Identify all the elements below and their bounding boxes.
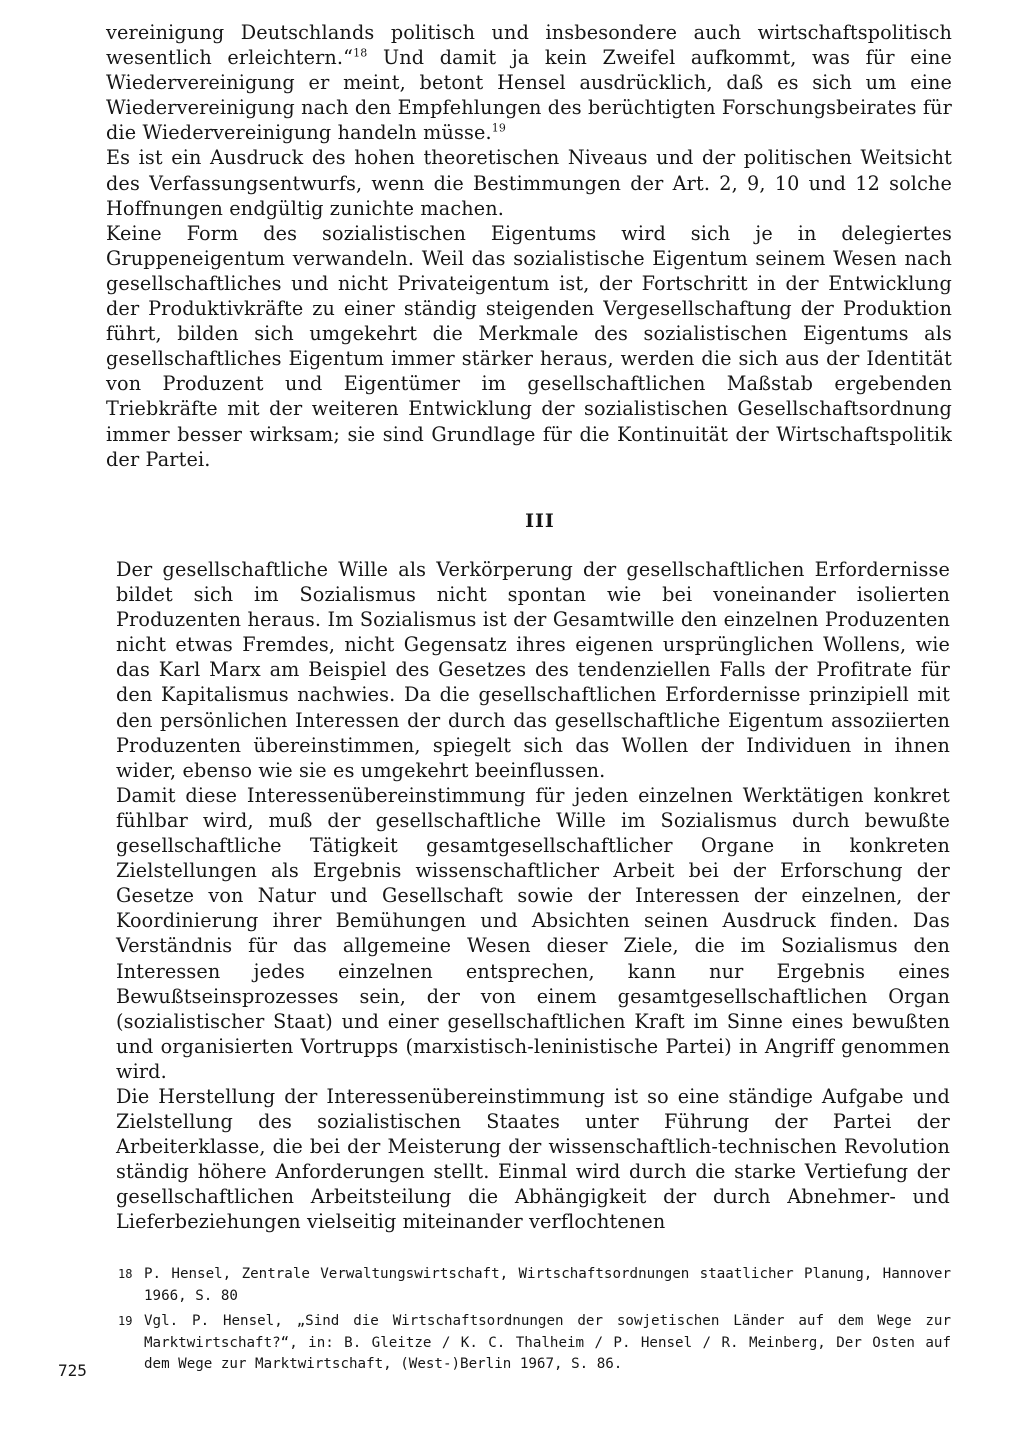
paragraph xyxy=(106,20,952,145)
footnotes xyxy=(118,1264,951,1380)
footnote xyxy=(118,1311,951,1376)
paragraph-text: vereinigung Deutschlands politisch und insbesondere auch wirtschaftspolitisch wesentlich erleichtern.“ xyxy=(106,21,952,70)
paragraph: Damit diese Interessenübereinstimmung für jeden einzelnen Werktätigen konkret fühlbar wird, muß der gesellschaftliche Wille im Sozialismus durch bewußte gesellschaftliche Tätigkeit gesamtgesellschaftlicher Organe in konkreten Zielstellungen als Ergebnis wissenschaftlicher Arbeit bei der Erforschung der Gesetze von Natur und Gesellschaft sowie der Interessen der einzelnen, der Koordinierung ihrer Bemühungen und Absichten seinen Ausdruck finden. Das Verständnis für das allgemeine Wesen dieser Ziele, die im Sozialismus den Interessen jedes einzelnen entsprechen, kann nur Ergebnis eines Bewußtseinsprozesses sein, der von einem gesamtgesellschaftlichen Organ (sozialistischer Staat) und einer gesellschaftlichen Kraft im Sinne eines bewußten und organisierten Vortrupps (marxistisch-leninistische Partei) in Angriff genommen wird. xyxy=(116,783,950,1083)
paragraph: Der gesellschaftliche Wille als Verkörperung der gesellschaftlichen Erfordernisse bildet sich im Sozialismus nicht spontan wie bei voneinander isolierten Produzenten heraus. Im Sozialismus ist der Gesamtwille den einzelnen Produzenten nicht etwas Fremdes, nicht Gegensatz ihres eigenen ursprünglichen Wollens, wie das Karl Marx am Beispiel des Gesetzes des tendenziellen Falls der Profitrate für den Kapitalismus nachwies. Da die gesellschaftlichen Erfordernisse prinzipiell mit den persönlichen Interessen der durch das gesellschaftliche Eigentum assoziierten Produzenten übereinstimmen, spiegelt sich das Wollen der Individuen in ihnen wider, ebenso wie sie es umgekehrt beeinflussen. xyxy=(116,558,950,782)
footnote-reference: 19 xyxy=(491,121,507,135)
body-text-block-bottom xyxy=(116,557,950,1235)
footnote-text: P. Hensel, Zentrale Verwaltungswirtschaft, Wirtschaftsordnungen staatlicher Planung, Hannover 1966, S. 80 xyxy=(144,1266,951,1304)
paragraph: Es ist ein Ausdruck des hohen theoretischen Niveaus und der politischen Weitsicht des Verfassungsentwurfs, wenn die Bestimmungen der Art. 2, 9, 10 und 12 solche Hoffnungen endgültig zunichte machen. xyxy=(106,146,952,220)
paragraph: Keine Form des sozialistischen Eigentums wird sich je in delegiertes Gruppeneigentum verwandeln. Weil das sozialistische Eigentum seinem Wesen nach gesellschaftliches und nicht Privateigentum ist, der Fortschritt in der Entwicklung der Produktivkräfte zu einer ständig steigenden Vergesellschaftung der Produktion führt, bilden sich umgekehrt die Merkmale des sozialistischen Eigentums als gesellschaftliches Eigentum immer stärker heraus, werden die sich aus der Identität von Produzent und Eigentümer im gesellschaftlichen Maßstab ergebenden Triebkräfte mit der weiteren Entwicklung der sozialistischen Gesellschaftsordnung immer besser wirksam; sie sind Grundlage für die Kontinuität der Wirtschaftspolitik der Partei. xyxy=(106,221,952,471)
footnote-reference: 18 xyxy=(353,46,368,60)
body-text-block-top xyxy=(106,20,952,472)
section-heading: III xyxy=(525,510,555,532)
footnote-number: 19 xyxy=(118,1314,133,1329)
footnote-number: 18 xyxy=(118,1267,133,1281)
footnote xyxy=(118,1264,951,1307)
page-number: 725 xyxy=(58,1361,87,1380)
paragraph-text: Und damit ja kein Zweifel aufkommt, was für eine Wiedervereinigung er meint, betont Hensel ausdrücklich, daß es sich um eine Wiedervereinigung nach den Empfehlungen des berüchtigten Forschungsbeirates für die Wiedervereinigung handeln müsse. xyxy=(106,46,953,145)
paragraph: Die Herstellung der Interessenübereinstimmung ist so eine ständige Aufgabe und Zielstellung des sozialistischen Staates unter Führung der Partei der Arbeiterklasse, die bei der Meisterung der wissenschaftlich-technischen Revolution ständig höhere Anforderungen stellt. Einmal wird durch die starke Vertiefung der gesellschaftlichen Arbeitsteilung die Abhängigkeit der durch Abnehmer- und Lieferbeziehungen vielseitig miteinander verflochtenen xyxy=(116,1084,950,1234)
footnote-text: Vgl. P. Hensel, „Sind die Wirtschaftsordnungen der sowjetischen Länder auf dem Wege zur Marktwirtschaft?“, in: B. Gleitze / K. C. Thalheim / P. Hensel / R. Meinberg, Der Osten auf dem Wege zur Marktwirtschaft, (West-)Berlin 1967, S. 86. xyxy=(144,1313,951,1373)
